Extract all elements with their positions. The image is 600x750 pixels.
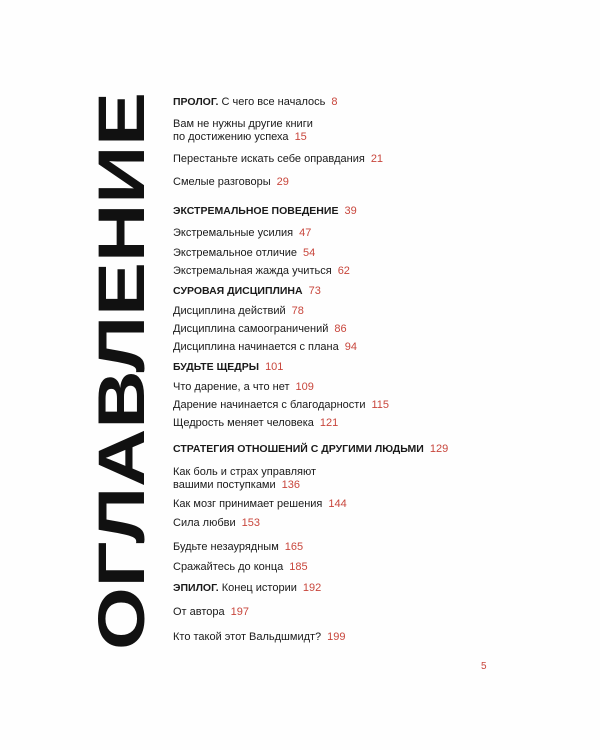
toc-page-number: 54 [303, 247, 316, 259]
toc-heading-label: БУДЬТЕ ЩЕДРЫ [173, 361, 260, 373]
toc-page-number: 21 [370, 153, 384, 165]
toc-page-number: 165 [284, 541, 304, 553]
toc-entry [173, 265, 350, 278]
toc-page-number: 101 [265, 361, 284, 373]
toc-entry [173, 466, 316, 479]
toc-page-number: 129 [429, 443, 449, 455]
toc-entry-title: Будьте незаурядным [173, 541, 279, 553]
toc-entry [173, 479, 300, 492]
toc-entry [173, 498, 347, 511]
page-number: 5 [481, 661, 487, 672]
toc-section-heading [173, 582, 321, 595]
toc-entry-title: Вам не нужны другие книги [173, 118, 313, 130]
toc-entry-title: Экстремальная жажда учиться [173, 265, 332, 277]
toc-page-number: 62 [337, 265, 350, 277]
toc-entry-title: Как боль и страх управляют [173, 466, 317, 478]
toc-heading-label: СУРОВАЯ ДИСЦИПЛИНА [173, 285, 303, 297]
toc-heading-label: ЭПИЛОГ. [173, 582, 219, 594]
toc-entry-title: С чего все началось [218, 96, 326, 108]
toc-entry [173, 118, 313, 131]
toc-entry [173, 561, 308, 574]
toc-entry-title: Щедрость меняет человека [173, 417, 314, 429]
toc-page-number: 73 [308, 285, 321, 297]
toc-entry [173, 341, 357, 354]
toc-page-number: 8 [331, 96, 338, 108]
toc-entry [173, 517, 260, 530]
toc-section-heading [173, 361, 283, 374]
toc-page-number: 39 [344, 205, 357, 217]
toc-page-number: 29 [276, 176, 289, 188]
toc-entry-title: Дисциплина действий [173, 305, 286, 317]
toc-entry [173, 399, 389, 412]
toc-entry [173, 541, 303, 554]
toc-entry-title: От автора [173, 606, 225, 618]
toc-section-heading [173, 443, 448, 456]
toc-page-number: 185 [289, 561, 308, 573]
toc-page-number: 109 [295, 381, 314, 393]
toc-entry [173, 417, 338, 430]
vertical-title-text: ОГЛАВЛЕНИЕ [84, 193, 158, 650]
toc-entry-title: Как мозг принимает решения [173, 498, 323, 510]
toc-page-number: 86 [334, 323, 347, 335]
vertical-title-svg [84, 90, 158, 650]
toc-heading-label: ПРОЛОГ. [173, 96, 219, 108]
toc-section-heading [173, 96, 337, 109]
toc-entry [173, 631, 346, 644]
toc-section-heading [173, 205, 357, 218]
toc-page-number: 47 [299, 227, 312, 239]
toc-page-number: 192 [302, 582, 322, 594]
toc-page-number: 15 [294, 131, 307, 143]
toc-entry [173, 606, 249, 619]
toc-entry-title: Смелые разговоры [173, 176, 271, 188]
toc-entry [173, 176, 289, 189]
toc-entry [173, 381, 314, 394]
toc-entry-title: Дисциплина начинается с плана [173, 341, 339, 353]
toc-entry [173, 131, 307, 144]
toc-entry-title: Конец истории [218, 582, 297, 594]
toc-page-number: 115 [371, 399, 390, 411]
toc-page-number: 144 [328, 498, 347, 510]
toc-entry [173, 153, 383, 166]
toc-entry-title: вашими поступками [173, 479, 276, 491]
toc-page-number: 94 [344, 341, 357, 353]
toc-page-number: 78 [291, 305, 304, 317]
toc-page-number: 121 [319, 417, 339, 429]
toc-entry-title: Экстремальные усилия [173, 227, 294, 239]
toc-entry [173, 227, 311, 240]
toc-entry-title: Кто такой этот Вальдшмидт? [173, 631, 322, 643]
toc-page-number: 199 [327, 631, 346, 643]
toc-entry-title: Сила любви [173, 517, 236, 529]
vertical-title [84, 90, 158, 650]
toc-entry [173, 323, 347, 336]
toc-entry-title: Экстремальное отличие [173, 247, 298, 259]
toc-entry-title: Сражайтесь до конца [173, 561, 284, 573]
toc-section-heading [173, 285, 321, 298]
toc-entry-title: Перестаньте искать себе оправдания [173, 153, 365, 165]
toc-entry [173, 247, 315, 260]
toc-heading-label: ЭКСТРЕМАЛЬНОЕ ПОВЕДЕНИЕ [173, 205, 339, 217]
toc-entry-title: по достижению успеха [173, 131, 289, 143]
toc-page-number: 136 [281, 479, 301, 491]
toc-entry-title: Дисциплина самоограничений [173, 323, 329, 335]
toc-entry-title: Дарение начинается с благодарности [173, 399, 366, 411]
toc-entry [173, 305, 304, 318]
toc-page-number: 153 [241, 517, 260, 529]
toc-page-number: 197 [230, 606, 249, 618]
toc-heading-label: СТРАТЕГИЯ ОТНОШЕНИЙ С ДРУГИМИ ЛЮДЬМИ [173, 443, 424, 455]
toc-entry-title: Что дарение, а что нет [173, 381, 290, 393]
